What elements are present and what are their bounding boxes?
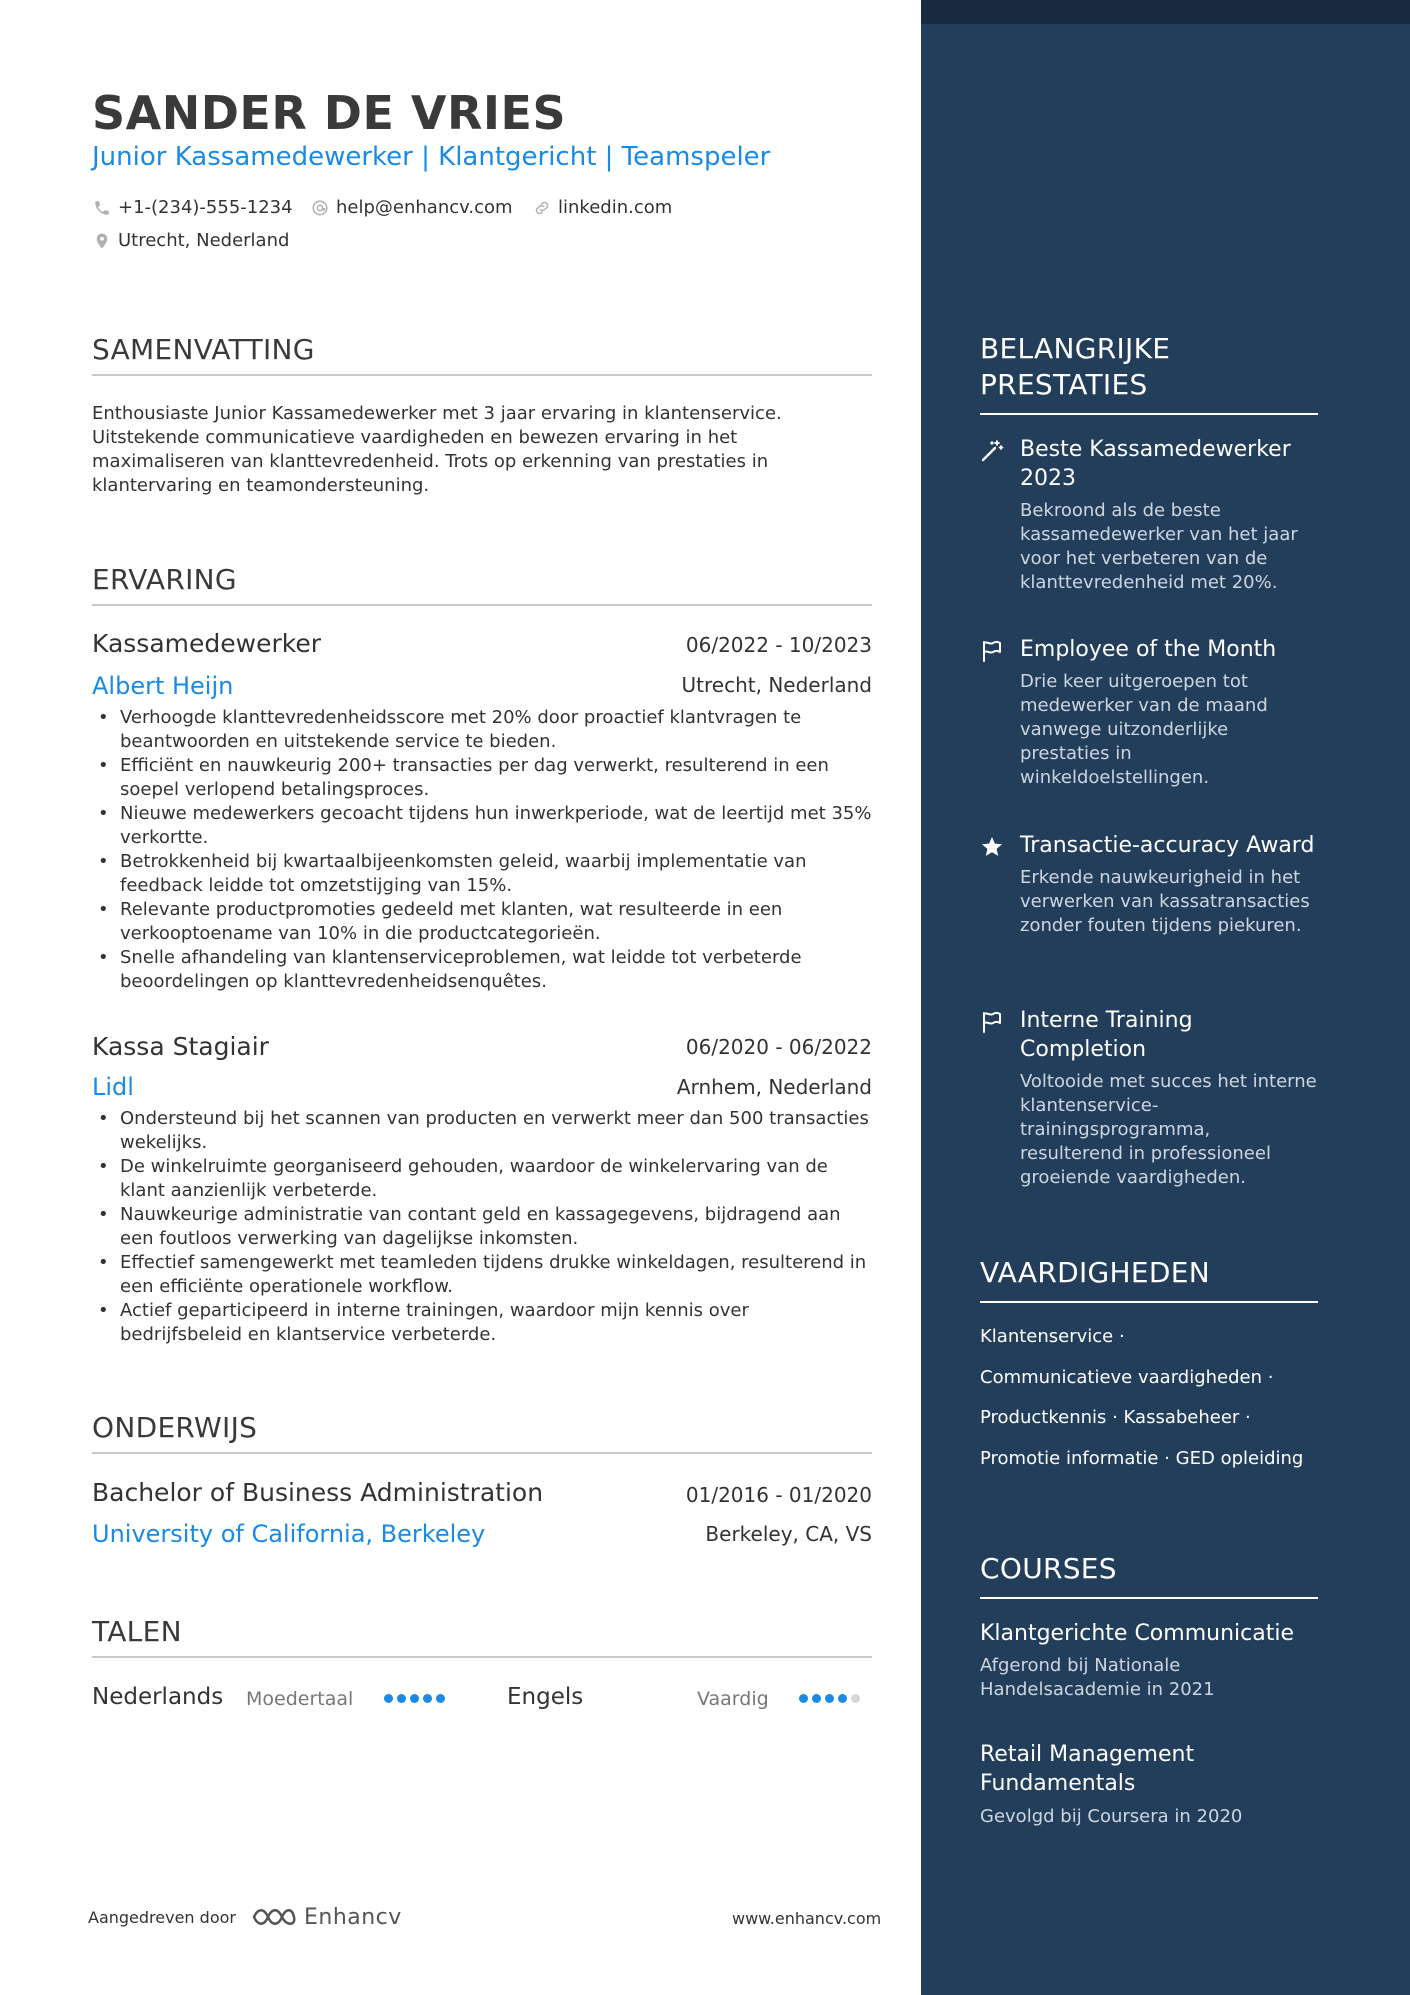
bullet-item: • Relevante productpromoties gedeeld met klanten, wat resulteerde in een verkooptoename van 10% in die productcategorieën. [92, 898, 872, 946]
bullet-item: • Betrokkenheid bij kwartaalbijeenkomsten geleid, waarbij implementatie van feedback leidde tot omzetstijging van 15%. [92, 850, 872, 898]
skills-section-title: VAARDIGHEDEN [980, 1255, 1318, 1303]
language-level: Moedertaal [246, 1688, 354, 1710]
achievement-description: Drie keer uitgeroepen tot medewerker van de maand vanwege uitzonderlijke prestaties in winkeldoelstellingen. [1020, 671, 1268, 788]
achievement-item [980, 1006, 1318, 1190]
achievement-title: Employee of the Month [1020, 637, 1277, 662]
skill-line: Klantenservice · [980, 1326, 1125, 1347]
job-location: Arnhem, Nederland [676, 1075, 872, 1099]
sidebar [921, 0, 1410, 1995]
bullet-item: • Actief geparticipeerd in interne trainingen, waardoor mijn kennis over bedrijfsbeleid en klantservice verbeterde. [92, 1299, 872, 1347]
achievement-description: Erkende nauwkeurigheid in het verwerken van kassatransacties zonder fouten tijdens piekuren. [1020, 867, 1310, 936]
course-description: Afgerond bij Nationale Handelsacademie in 2021 [980, 1655, 1215, 1700]
contact-linkedin [532, 197, 672, 218]
language-level: Vaardig [697, 1688, 769, 1710]
bullet-item: • Efficiënt en nauwkeurig 200+ transacties per dag verwerkt, resulterend in een soepel verlopend betalingsproces. [92, 754, 872, 802]
linkedin-text[interactable]: linkedin.com [558, 197, 673, 218]
company-name: Lidl [92, 1073, 134, 1101]
school-location: Berkeley, CA, VS [705, 1522, 872, 1546]
bullet-item: • Nauwkeurige administratie van contant geld en kassagegevens, bijdragend aan een foutloos verwerking van dagelijkse inkomsten. [92, 1203, 872, 1251]
job-bullets [92, 706, 872, 994]
language-name: Nederlands [92, 1684, 224, 1710]
job-location: Utrecht, Nederland [681, 673, 872, 697]
rating-dot-filled [410, 1694, 419, 1703]
headline: Junior Kassamedewerker | Klantgericht | Teamspeler [92, 142, 771, 172]
enhancv-logo-icon [250, 1904, 298, 1930]
rating-dot-filled [825, 1694, 834, 1703]
company-name: Albert Heijn [92, 672, 234, 700]
bullet-item: • Ondersteund bij het scannen van producten en verwerkt meer dan 500 transacties wekelijks. [92, 1107, 872, 1155]
summary-text: Enthousiaste Junior Kassamedewerker met 3 jaar ervaring in klantenservice. Uitstekende communicatieve vaardigheden en bewezen ervaring in het maximaliseren van klanttevredenheid. Trots op erkenning van prestaties in klantervaring en teamondersteuning. [92, 403, 782, 496]
achievement-description: Bekroond als de beste kassamedewerker van het jaar voor het verbeteren van de klanttevredenheid met 20%. [1020, 500, 1298, 593]
language-rating [384, 1694, 445, 1703]
job-title: Kassamedewerker [92, 629, 321, 658]
phone-text[interactable]: +1-(234)-555-1234 [118, 197, 293, 218]
skill-line: Productkennis · Kassabeheer · [980, 1407, 1251, 1428]
rating-dot-filled [397, 1694, 406, 1703]
job-dates: 06/2020 - 06/2022 [685, 1035, 872, 1059]
job-title: Kassa Stagiair [92, 1032, 269, 1061]
contact-location [92, 230, 289, 251]
degree: Bachelor of Business Administration [92, 1478, 544, 1507]
achievement-title: Interne Training Completion [1020, 1008, 1193, 1062]
languages-section-title: TALEN [92, 1615, 872, 1658]
rating-dot-empty [851, 1694, 860, 1703]
rating-dot-filled [812, 1694, 821, 1703]
course-title: Klantgerichte Communicatie [980, 1621, 1294, 1646]
language-rating [799, 1694, 860, 1703]
job-bullets [92, 1107, 872, 1347]
rating-dot-filled [799, 1694, 808, 1703]
education-section-title: ONDERWIJS [92, 1411, 872, 1454]
achievement-title: Transactie-accuracy Award [1020, 833, 1315, 858]
at-icon [310, 198, 330, 218]
location-text: Utrecht, Nederland [118, 230, 290, 251]
experience-section-title: ERVARING [92, 563, 872, 606]
rating-dot-filled [838, 1694, 847, 1703]
job-dates: 06/2022 - 10/2023 [685, 633, 872, 657]
summary-section-title: SAMENVATTING [92, 333, 872, 376]
bullet-item: • De winkelruimte georganiseerd gehouden, waardoor de winkelervaring van de klant aanzienlijk verbeterde. [92, 1155, 872, 1203]
achievement-description: Voltooide met succes het interne klantenservice-trainingsprogramma, resulterend in professioneel groeiende vaardigheden. [1020, 1071, 1317, 1188]
bullet-item: • Verhoogde klanttevredenheidsscore met 20% door proactief klantvragen te beantwoorden en uitstekende service te bieden. [92, 706, 872, 754]
link-icon [532, 198, 552, 218]
flag-icon [980, 639, 1004, 663]
courses-section-title: COURSES [980, 1551, 1318, 1599]
email-text[interactable]: help@enhancv.com [336, 197, 513, 218]
achievement-item [980, 635, 1318, 790]
sidebar-top-band [921, 0, 1410, 24]
achievement-item [980, 831, 1318, 938]
language-name: Engels [507, 1684, 584, 1710]
bullet-item: • Snelle afhandeling van klantenserviceproblemen, wat leidde tot verbeterde beoordelingen op klanttevredenheidsenquêtes. [92, 946, 872, 994]
achievement-title: Beste Kassamedewerker 2023 [1020, 437, 1291, 491]
contact-email [310, 197, 513, 218]
education-dates: 01/2016 - 01/2020 [685, 1483, 872, 1507]
footer-url[interactable]: www.enhancv.com [732, 1909, 882, 1928]
brand-name[interactable]: Enhancv [303, 1904, 402, 1930]
course-description: Gevolgd bij Coursera in 2020 [980, 1806, 1243, 1827]
bullet-item: • Nieuwe medewerkers gecoacht tijdens hun inwerkperiode, wat de leertijd met 35% verkortte. [92, 802, 872, 850]
bullet-item: • Effectief samengewerkt met teamleden tijdens drukke winkeldagen, resulterend in een efficiënte operationele workflow. [92, 1251, 872, 1299]
phone-icon [92, 198, 112, 218]
candidate-name: SANDER DE VRIES [92, 86, 567, 140]
achievements-section-title: BELANGRIJKE PRESTATIES [980, 331, 1318, 415]
location-pin-icon [92, 231, 112, 251]
rating-dot-filled [384, 1694, 393, 1703]
footer-powered-by [88, 1904, 402, 1930]
magic-wand-icon [980, 439, 1004, 463]
powered-by-text: Aangedreven door [88, 1907, 236, 1927]
rating-dot-filled [423, 1694, 432, 1703]
languages-row [92, 1684, 872, 1714]
course-title: Retail Management Fundamentals [980, 1742, 1195, 1796]
rating-dot-filled [436, 1694, 445, 1703]
contact-phone [92, 197, 293, 218]
skill-line: Promotie informatie · GED opleiding [980, 1448, 1304, 1469]
skill-line: Communicatieve vaardigheden · [980, 1367, 1274, 1388]
school-name: University of California, Berkeley [92, 1520, 486, 1548]
achievement-item [980, 435, 1318, 595]
flag-icon [980, 1010, 1004, 1034]
star-icon [980, 835, 1004, 859]
